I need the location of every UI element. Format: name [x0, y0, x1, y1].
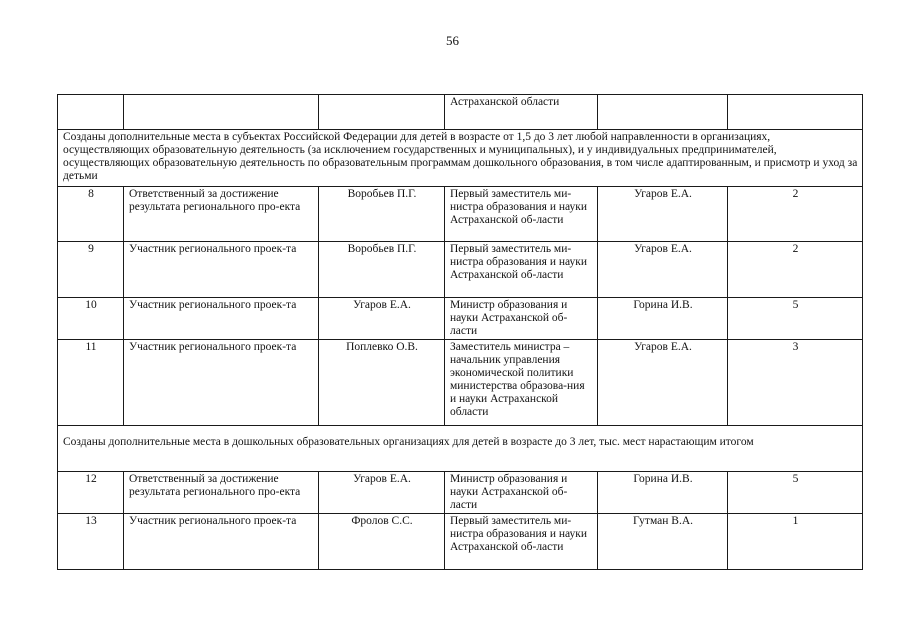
row-number: 10 — [58, 298, 124, 340]
row-number: 13 — [58, 514, 124, 570]
person-cell: Поплевко О.В. — [319, 340, 445, 426]
position-cell: Первый заместитель ми-нистра образования и науки Астраханской об-ласти — [445, 242, 598, 298]
value-cell: 1 — [728, 514, 863, 570]
role-cell: Ответственный за достижение результата регионального про-екта — [124, 472, 319, 514]
person-cell: Угаров Е.А. — [319, 472, 445, 514]
section-title: Созданы дополнительные места в субъектах Российской Федерации для детей в возрасте от 1,5 до 3 лет любой направленности в организациях, осуществляющих образовательную деятельность (за исключением государственных и муниципальных), и у индивидуальных предпринимателей, осуществляющих образовательную деятельность по образовательным программам дошкольного образования, в том числе адаптированным, и присмотр и уход за детьми — [58, 130, 863, 187]
table-row — [58, 298, 863, 340]
supervisor-cell: Горина И.В. — [598, 298, 728, 340]
value-cell: 5 — [728, 298, 863, 340]
position-cell: Министр образования и науки Астраханской об-ласти — [445, 298, 598, 340]
supervisor-cell: Угаров Е.А. — [598, 340, 728, 426]
table-row — [58, 514, 863, 570]
table-row — [58, 472, 863, 514]
person-cell: Фролов С.С. — [319, 514, 445, 570]
position-cell: Первый заместитель ми-нистра образования и науки Астраханской об-ласти — [445, 187, 598, 242]
position-cell: Министр образования и науки Астраханской об-ласти — [445, 472, 598, 514]
table-row — [58, 242, 863, 298]
table-cell — [124, 95, 319, 130]
role-cell: Участник регионального проек-та — [124, 298, 319, 340]
row-number: 11 — [58, 340, 124, 426]
supervisor-cell: Горина И.В. — [598, 472, 728, 514]
section-header-row — [58, 426, 863, 472]
role-cell: Участник регионального проек-та — [124, 242, 319, 298]
section-title: Созданы дополнительные места в дошкольных образовательных организациях для детей в возрасте до 3 лет, тыс. мест нарастающим итогом — [58, 426, 863, 472]
role-cell: Участник регионального проек-та — [124, 514, 319, 570]
table-row — [58, 187, 863, 242]
table-cell — [598, 95, 728, 130]
table-cell — [58, 95, 124, 130]
table-row-continuation — [58, 95, 863, 130]
row-number: 8 — [58, 187, 124, 242]
role-cell: Ответственный за достижение результата регионального про-екта — [124, 187, 319, 242]
supervisor-cell: Угаров Е.А. — [598, 242, 728, 298]
supervisor-cell: Угаров Е.А. — [598, 187, 728, 242]
table-cell: Астраханской области — [445, 95, 598, 130]
value-cell: 2 — [728, 187, 863, 242]
person-cell: Угаров Е.А. — [319, 298, 445, 340]
value-cell: 3 — [728, 340, 863, 426]
person-cell: Воробьев П.Г. — [319, 242, 445, 298]
position-cell: Заместитель министра – начальник управления экономической политики министерства образова-ния и науки Астраханской области — [445, 340, 598, 426]
row-number: 12 — [58, 472, 124, 514]
role-cell: Участник регионального проек-та — [124, 340, 319, 426]
table-row — [58, 340, 863, 426]
row-number: 9 — [58, 242, 124, 298]
value-cell: 5 — [728, 472, 863, 514]
responsibility-table — [57, 94, 863, 570]
page-number: 56 — [446, 33, 459, 48]
person-cell: Воробьев П.Г. — [319, 187, 445, 242]
value-cell: 2 — [728, 242, 863, 298]
section-header-row — [58, 130, 863, 187]
table-cell — [319, 95, 445, 130]
position-cell: Первый заместитель ми-нистра образования и науки Астраханской об-ласти — [445, 514, 598, 570]
supervisor-cell: Гутман В.А. — [598, 514, 728, 570]
table-cell — [728, 95, 863, 130]
